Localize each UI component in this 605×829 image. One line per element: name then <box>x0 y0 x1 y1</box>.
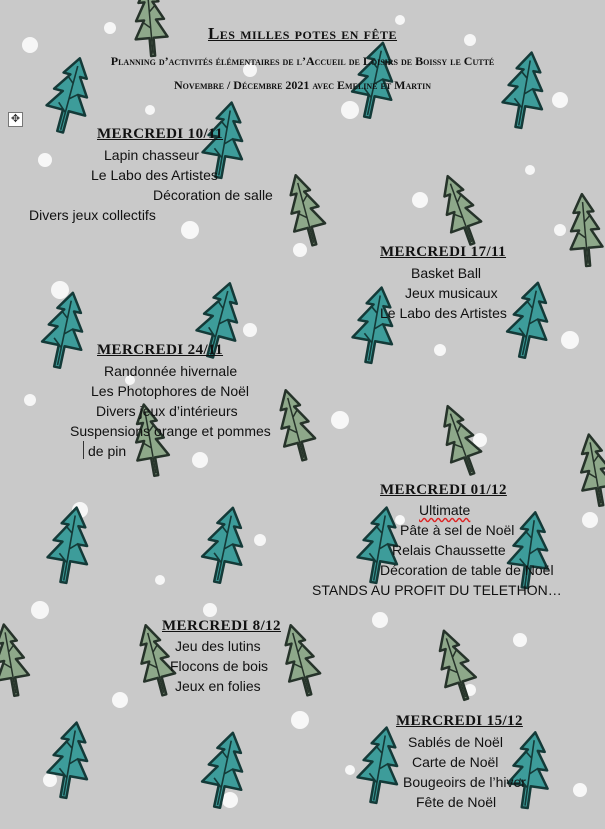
activity-item: Jeux musicaux <box>405 285 498 301</box>
day-heading-10-11: MERCREDI 10/11 <box>97 126 224 142</box>
activity-item: Carte de Noël <box>412 754 499 770</box>
activity-item: Décoration de salle <box>153 187 273 203</box>
activity-item: Relais Chaussette <box>392 542 506 558</box>
day-heading-01-12: MERCREDI 01/12 <box>380 482 507 498</box>
day-heading-8-12: MERCREDI 8/12 <box>162 618 281 634</box>
activity-item: Sablés de Noël <box>408 734 503 750</box>
day-heading-17-11: MERCREDI 17/11 <box>380 244 507 260</box>
activity-item: STANDS AU PROFIT DU TELETHON… <box>312 582 562 598</box>
activity-item: Bougeoirs de l’hiver <box>403 774 526 790</box>
activity-item: Décoration de table de Noël <box>380 562 554 578</box>
activity-item: de pin <box>88 443 127 459</box>
activity-item: Basket Ball <box>411 265 482 281</box>
day-heading-15-12: MERCREDI 15/12 <box>396 713 523 729</box>
move-handle-icon[interactable]: ✥ <box>8 112 23 127</box>
activity-item-spellcheck: Ultimate <box>419 502 471 518</box>
activity-item: Pâte à sel de Noël <box>400 522 515 538</box>
page-title: Les milles potes en fête <box>207 24 398 43</box>
activity-item: Suspensions orange et pommes <box>70 423 271 439</box>
activity-item: Le Labo des Artistes <box>380 305 507 321</box>
activity-item: Divers jeux d’intérieurs <box>96 403 238 419</box>
activity-item: Randonnée hivernale <box>104 363 238 379</box>
activity-item: Jeu des lutins <box>175 638 261 654</box>
subtitle-line-2: Novembre / Décembre 2021 avec Emeline et Martin <box>173 78 432 92</box>
activity-item: Fête de Noël <box>416 794 497 810</box>
activity-item: Le Labo des Artistes <box>91 167 218 183</box>
activity-item: Les Photophores de Noël <box>91 383 249 399</box>
activity-item: Flocons de bois <box>170 658 269 674</box>
day-heading-24-11: MERCREDI 24/11 <box>97 342 224 358</box>
activity-item: Jeux en folies <box>175 678 261 694</box>
activity-item: Lapin chasseur <box>104 147 199 163</box>
activity-item: Divers jeux collectifs <box>29 207 156 223</box>
subtitle-line-1: Planning d’activités élémentaires de l’Accueil de Loisirs de Boissy le Cutté <box>110 54 495 68</box>
text-cursor <box>83 441 84 459</box>
